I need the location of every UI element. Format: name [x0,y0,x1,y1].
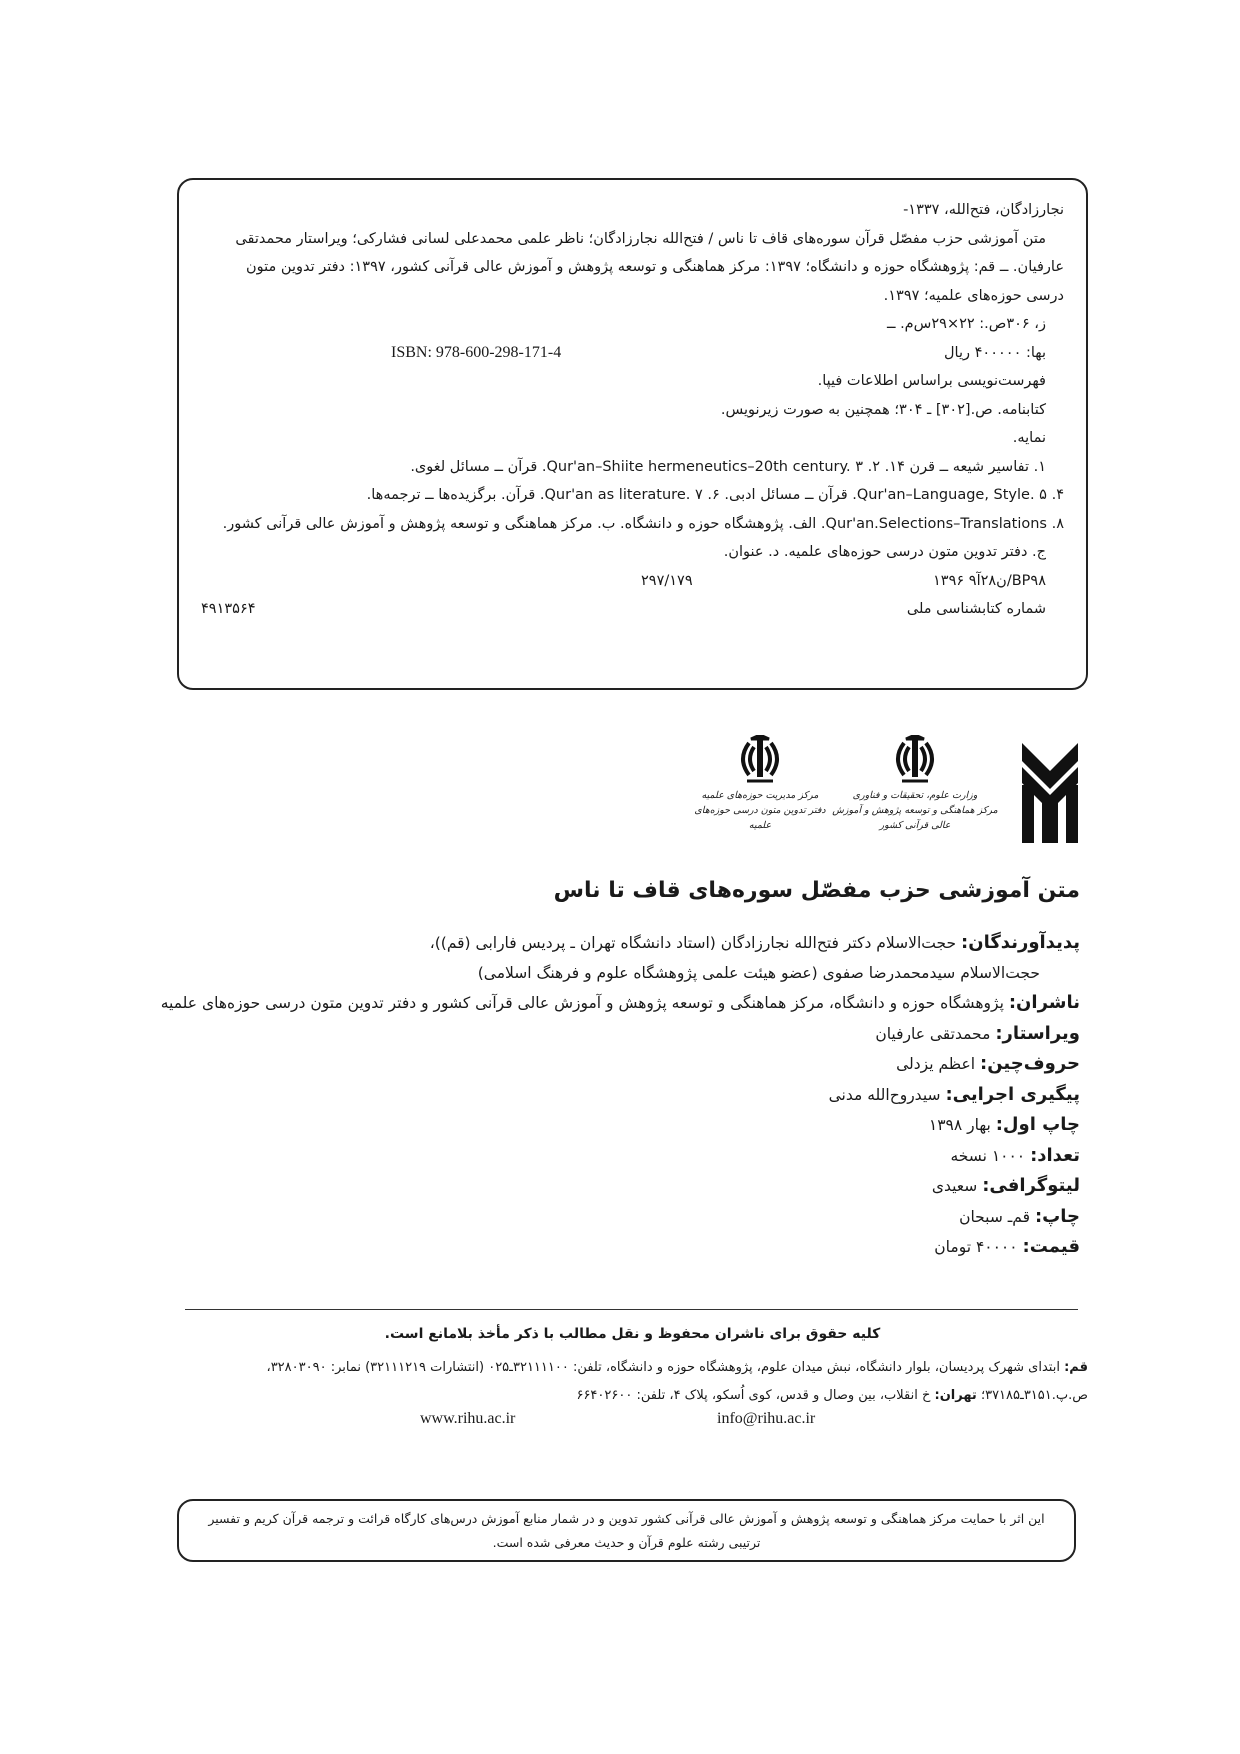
print: قم‌ـ سبحان [959,1207,1031,1226]
count: ۱۰۰۰ نسخه [950,1146,1026,1165]
cip-note-fipa: فهرست‌نویسی براساس اطلاعات فیپا. [817,373,1046,389]
cip-subjects-4: ج. دفتر تدوین متون درسی حوزه‌های علمیه. د. عنوان. [723,544,1046,560]
qom-label: قم: [1064,1360,1088,1375]
cip-class-row [201,567,1064,596]
website-link[interactable]: www.rihu.ac.ir [420,1410,516,1427]
seminary-logo [685,735,835,833]
typesetter: اعظم یزدلی [896,1055,976,1073]
book-title: متن آموزشی حزب مفصّل سوره‌های قاف تا ناس [553,878,1080,903]
ministry-logo [830,735,1000,833]
lc-class: BP۹۸/ن۲۸آ۹ ۱۳۹۶ [933,572,1046,589]
rihu-logo-icon [1020,743,1080,843]
ministry-line2: مرکز هماهنگی و توسعه پژوهش و آموزش عالی قرآنی کشور [832,805,998,831]
publishers: پژوهشگاه حوزه و دانشگاه، مرکز هماهنگی و توسعه پژوهش و آموزش عالی قرآنی کشور و دفتر تدوین متون درسی حوزه‌های علمیه [160,994,1004,1012]
cip-price: بها: ۴۰۰۰۰۰ ریال [944,344,1046,361]
email-link[interactable]: info@rihu.ac.ir [717,1410,816,1427]
seminary-line1: مرکز مدیریت حوزه‌های علمیه [701,790,819,801]
authors-1: حجت‌الاسلام دکتر فتح‌الله نجارزادگان (استاد دانشگاه تهران ـ پردیس فارابی (قم))، [429,934,957,952]
national-number: ۴۹۱۳۵۶۴ [201,601,256,617]
edition-label: چاپ اول: [995,1114,1080,1135]
authors-label: پدیدآورندگان: [961,932,1080,953]
cip-bibliography: کتابنامه. ص.[۳۰۲] ـ ۳۰۴؛ همچنین به صورت زیرنویس. [720,401,1046,418]
copyright: کلیه حقوق برای ناشران محفوظ و نقل مطالب با ذکر مأخذ بلامانع است. [384,1326,881,1342]
litho-label: لیتوگرافی: [982,1175,1080,1196]
print-label: چاپ: [1034,1205,1080,1227]
logos [690,735,1080,855]
dewey-class: ۲۹۷/۱۷۹ [641,572,693,589]
cip-subjects-3: ۸. Qur'an.Selections–Translations. الف. پژوهشگاه حوزه و دانشگاه. ب. مرکز هماهنگی و توسعه پژوهش و آموزش عالی قرآنی کشور. [222,515,1064,532]
cip-author: نجارزادگان، فتح‌الله، ۱۳۳۷- [903,202,1064,218]
price: ۴۰۰۰۰ تومان [934,1238,1018,1256]
address [177,1354,1088,1410]
iran-emblem-icon [892,735,938,783]
cip-title: متن آموزشی حزب مفصّل قرآن سوره‌های قاف تا ناس / فتح‌الله نجارزادگان؛ ناظر علمی محمدعلی لسانی فشارکی؛ ویراستار محمدتقی [235,230,1046,247]
litho: سعیدی [931,1177,978,1195]
ministry-line1: وزارت علوم، تحقیقات و فناوری [852,790,978,801]
isbn: ISBN: 978-600-298-171-4 [391,343,562,361]
divider [185,1309,1078,1310]
cip-extent: ز، ۳۰۶ص.: ۲۲×۲۹س‌م. ــ [886,316,1046,332]
cataloging-box [177,178,1088,690]
cip-national-row [201,595,1064,624]
authors-2: حجت‌الاسلام سیدمحمدرضا صفوی (عضو هیئت علمی پژوهشگاه علوم و فرهنگ اسلامی) [477,963,1040,982]
count-label: تعداد: [1030,1144,1080,1166]
credits [161,928,1080,1263]
tehran-label: تهران: [934,1388,977,1403]
national-label: شماره کتابشناسی ملی [906,601,1046,617]
qom-address: ابتدای شهرک پردیسان، بلوار دانشگاه، نبش میدان علوم، پژوهشگاه حوزه و دانشگاه، تلفن: ۳۲۱۱۱۱۰۰ـ۰۲۵ (انتشارات ۳۲۱۱۱۲۱۹) نمابر: ۳۲۸۰۳۰۹۰، [266,1360,1060,1375]
po-box: ص.پ.۳۱۵۱ـ۳۷۱۸۵؛ [980,1388,1088,1403]
tehran-address: خ انقلاب، بین وصال و قدس، کوی اُسکو، پلاک ۴، تلفن: ۶۶۴۰۲۶۰۰ [576,1388,931,1403]
price-label: قیمت: [1022,1236,1080,1257]
cip-price-row [201,339,1064,368]
executive-label: پیگیری اجرایی: [945,1083,1080,1105]
cip-imprint: عارفیان. ــ قم: پژوهشگاه حوزه و دانشگاه؛ ۱۳۹۷: مرکز هماهنگی و توسعه پژوهش و آموزش عالی قرآنی کشور، ۱۳۹۷: دفتر تدوین متون [246,259,1064,275]
cip-index: نمایه. [1012,430,1046,446]
cip-imprint-cont: درسی حوزه‌های علمیه؛ ۱۳۹۷. [883,287,1064,304]
cip-subjects-1: ۱. تفاسیر شیعه ــ قرن ۱۴. ۲. Qur'an–Shiite hermeneutics–20th century. ۳. قرآن ــ مسائل لغوی. [410,458,1046,475]
executive: سیدروح‌الله مدنی [828,1085,941,1104]
editor: محمدتقی عارفیان [875,1024,991,1043]
iran-emblem-icon [737,735,783,783]
edition: بهار ۱۳۹۸ [928,1116,991,1134]
seminary-line2: دفتر تدوین متون درسی حوزه‌های علمیه [694,805,826,831]
cip-subjects-2: ۴. Qur'an–Language, Style. ۵. قرآن ــ مسائل ادبی. ۶. Qur'an as literature. ۷. قرآن. برگزیده‌ها ــ ترجمه‌ها. [366,487,1064,503]
typesetter-label: حروف‌چین: [980,1053,1080,1074]
editor-label: ویراستار: [995,1022,1080,1044]
publishers-label: ناشران: [1008,992,1080,1013]
support-note: این اثر با حمایت مرکز هماهنگی و توسعه پژوهش و آموزش عالی قرآنی کشور تدوین و در شمار منابع آموزش درس‌های کارگاه قرائت و ترجمه قرآن کریم و تفسیر ترتیبی رشته علوم قرآن و حدیث معرفی شده است. [177,1499,1076,1562]
